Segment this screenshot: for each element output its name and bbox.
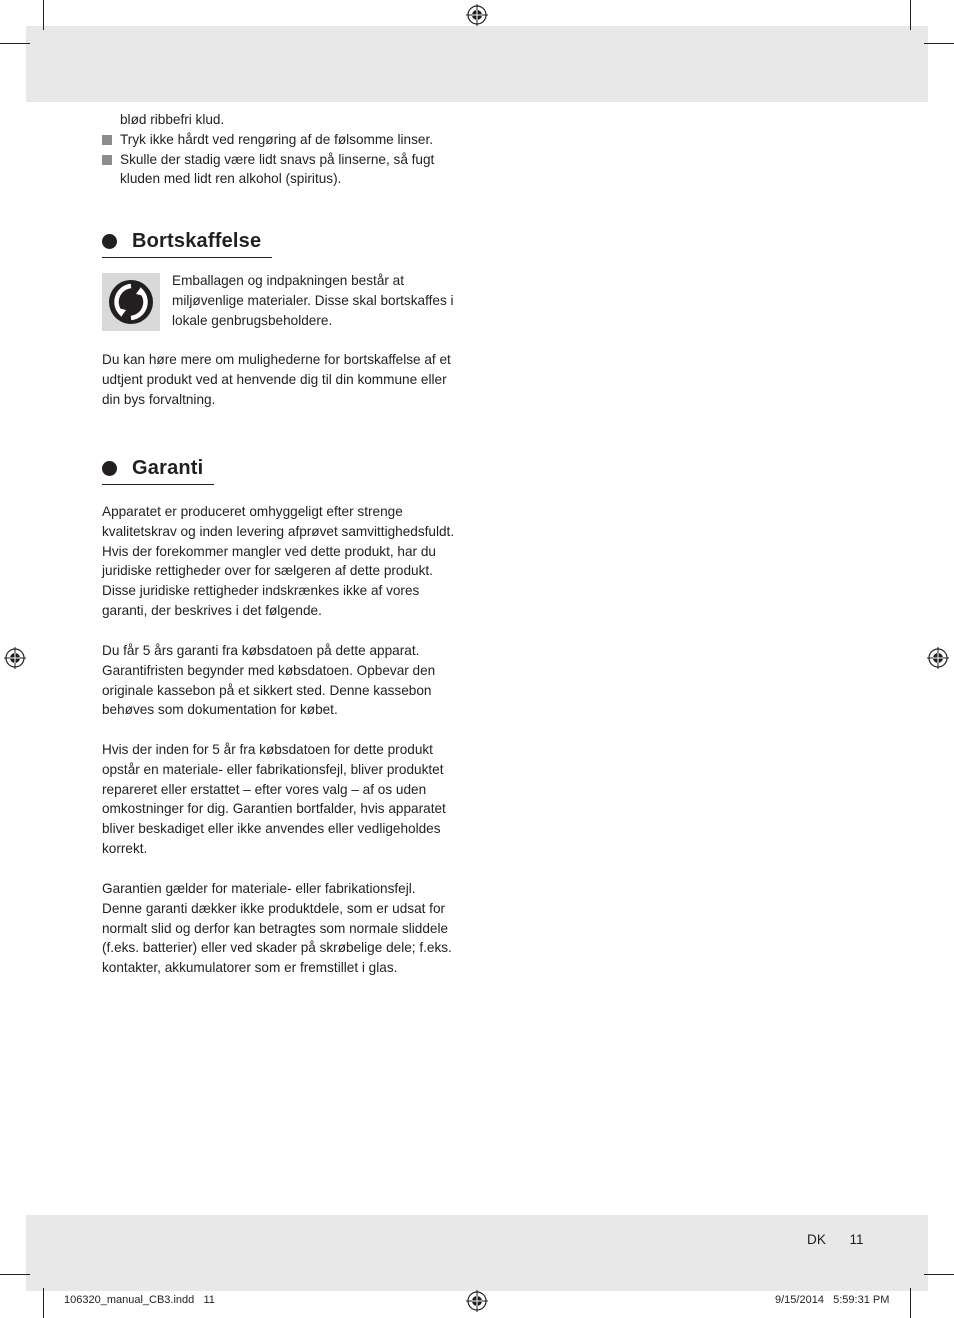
- disposal-logo-text: Emballagen og indpakningen består at miljøvenlige materialer. Disse skal bortskaffes i lokale genbrugsbeholdere.: [172, 273, 454, 328]
- heading-underline: [102, 257, 272, 258]
- square-bullet-icon: [102, 155, 112, 165]
- section-heading-disposal: [102, 230, 261, 253]
- crop-mark: [43, 1288, 44, 1318]
- page-number: [807, 1232, 864, 1247]
- list-item: Skulle der stadig være lidt snavs på linserne, så fugt: [102, 150, 468, 170]
- square-bullet-icon: [102, 135, 112, 145]
- list-item: Tryk ikke hårdt ved rengøring af de følsomme linser.: [102, 130, 468, 150]
- crop-mark: [910, 0, 911, 30]
- registration-mark-icon: [4, 647, 26, 669]
- heading-underline: [102, 484, 214, 485]
- crop-mark: [43, 0, 44, 30]
- slug-file: 106320_manual_CB3.indd 11: [64, 1294, 215, 1306]
- crop-mark: [0, 1274, 30, 1275]
- crop-mark: [910, 1288, 911, 1318]
- warranty-paragraph: Apparatet er produceret omhyggeligt efter strenge kvalitetskrav og inden levering afprøvet samvittighedsfuldt. Hvis der forekommer mangler ved dette produkt, har du juridiske rettigheder over for sælgeren af dette produkt. Disse juridiske rettigheder indskrænkes ikke af vores garanti, der beskrives i det følgende.: [102, 504, 455, 618]
- list-item: kluden med lidt ren alkohol (spiritus).: [120, 171, 342, 187]
- bullet-dot-icon: [102, 234, 117, 249]
- footer-band: [26, 1215, 928, 1291]
- warranty-paragraph: Du får 5 års garanti fra købsdatoen på dette apparat. Garantifristen begynder med købsdatoen. Opbevar den originale kassebon på et sikkert sted. Denne kassebon behøves som dokumentation for købet.: [102, 643, 436, 718]
- green-dot-recycling-icon: [102, 273, 160, 331]
- section-title: Bortskaffelse: [132, 230, 262, 252]
- registration-mark-icon: [466, 1290, 488, 1312]
- crop-mark: [0, 43, 30, 44]
- warranty-paragraph: Hvis der inden for 5 år fra købsdatoen for dette produkt opstår en materiale- eller fabrikationsfejl, bliver produktet repareret eller erstattet – efter vores valg – af os uden omkostninger for dig. Garantien bortfalder, hvis apparatet bliver beskadiget eller ikke anvendes eller vedligeholdes korrekt.: [102, 742, 446, 856]
- section-heading-warranty: [102, 457, 203, 480]
- bullet-dot-icon: [102, 461, 117, 476]
- slug-datetime: 9/15/2014 5:59:31 PM: [775, 1294, 890, 1306]
- list-item: blød ribbefri klud.: [120, 112, 225, 127]
- registration-mark-icon: [927, 647, 949, 669]
- crop-mark: [924, 1274, 954, 1275]
- language-code: DK: [807, 1232, 826, 1247]
- crop-mark: [924, 43, 954, 44]
- section-title: Garanti: [132, 457, 204, 479]
- disposal-paragraph: Du kan høre mere om mulighederne for bortskaffelse af et udtjent produkt ved at henvende dig til din kommune eller din bys forvaltning.: [102, 352, 451, 407]
- page-number-value: 11: [849, 1232, 864, 1247]
- registration-mark-icon: [466, 4, 488, 26]
- header-band: [26, 26, 928, 102]
- cleaning-instructions: [102, 110, 468, 189]
- warranty-paragraph: Garantien gælder for materiale- eller fabrikationsfejl. Denne garanti dækker ikke produktdele, som er udsat for normalt slid og derfor kan betragtes som normale sliddele (f.eks. batterier) eller ved skader på skrøbelige dele; f.eks. kontakter, akkumulatorer som er fremstillet i glas.: [102, 881, 452, 976]
